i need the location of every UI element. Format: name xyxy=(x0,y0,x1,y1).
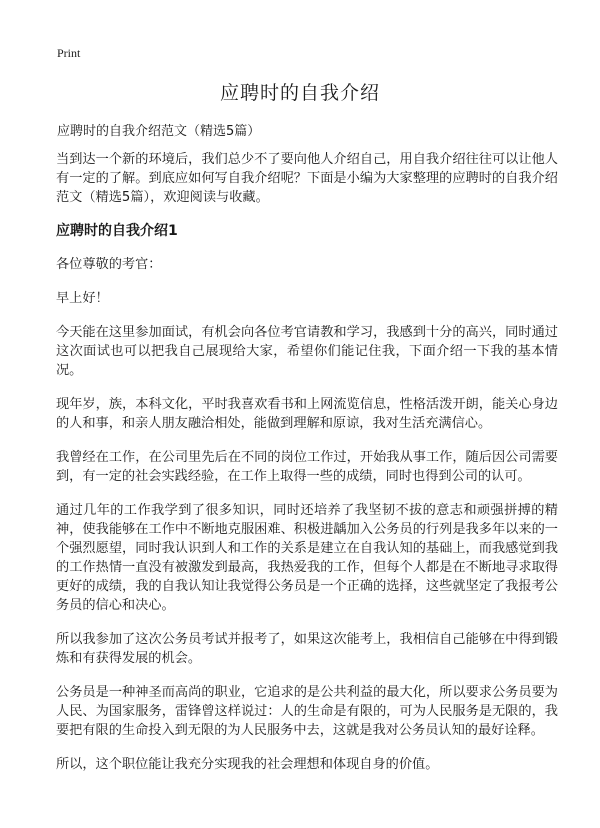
paragraph-body: 现年岁，族，本科文化，平时我喜欢看书和上网流览信息，性格活泼开朗，能关心身边的人和事，和亲人朋友融洽相处，能做到理解和原谅，我对生活充满信心。 xyxy=(56,397,558,431)
paragraph-good-morning: 早上好！ xyxy=(56,291,109,306)
intro-paragraph: 当到达一个新的环境后，我们总少不了要向他人介绍自己，用自我介绍往往可以让他人有一定的了解。到底应如何写自我介绍呢？下面是小编为大家整理的应聘时的自我介绍范文（精选5篇），欢迎阅读与收藏。 xyxy=(56,152,558,205)
document-body xyxy=(56,150,558,789)
paragraph-body: 所以，这个职位能让我充分实现我的社会理想和体现自身的价值。 xyxy=(56,757,439,772)
paragraph-body: 我曾经在工作，在公司里先后在不同的岗位工作过，开始我从事工作，随后因公司需要到，有一定的社会实践经验，在工作上取得一些的成绩，同时也得到公司的认可。 xyxy=(56,450,558,484)
paragraph-greeting: 各位尊敬的考官： xyxy=(56,257,162,272)
paragraph-body: 所以我参加了这次公务员考试并报考了，如果这次能考上，我相信自己能够在中得到锻炼和有获得发展的机会。 xyxy=(56,632,558,666)
section-heading: 应聘时的自我介绍1 xyxy=(56,223,178,239)
paragraph-body: 今天能在这里参加面试，有机会向各位考官请教和学习，我感到十分的高兴，同时通过这次面试也可以把我自己展现给大家，希望你们能记住我，下面介绍一下我的基本情况。 xyxy=(56,325,558,378)
document-subtitle: 应聘时的自我介绍范文（精选5篇） xyxy=(57,124,261,139)
page-title: 应聘时的自我介绍 xyxy=(219,82,380,104)
paragraph-body: 公务员是一种神圣而高尚的职业，它追求的是公共利益的最大化，所以要求公务员要为人民、为国家服务，雷锋曾这样说过：人的生命是有限的，可为人民服务是无限的，我要把有限的生命投入到无限的为人民服务中去，这就是我对公务员认知的最好诠释。 xyxy=(56,685,558,738)
paragraph-body: 通过几年的工作我学到了很多知识，同时还培养了我坚韧不拔的意志和顽强拼搏的精神，使我能够在工作中不断地克服困难、积极进龋加入公务员的行列是我多年以来的一个强烈愿望，同时我认识到人和工作的关系是建立在自我认知的基础上，而我感觉到我的工作热情一直没有被激发到最高，我热爱我的工作，但每个人都是在不断地寻求取得更好的成绩，我的自我认知让我觉得公务员是一个正确的选择，这些就坚定了我报考公务员的信心和决心。 xyxy=(56,503,558,613)
print-link[interactable]: Print xyxy=(57,46,81,60)
